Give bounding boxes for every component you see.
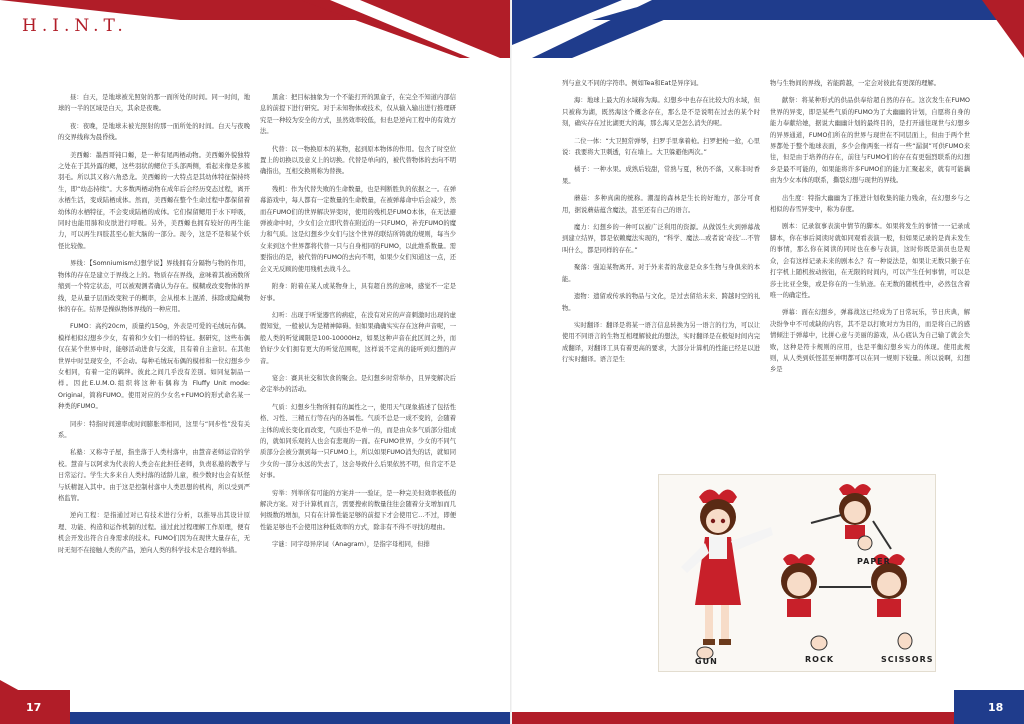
entry-exhaustive: 穷举：列举所有可能的方案并一一验证，是一种完美但效率极低的解决方案。对于计算机而言，需要搜索的数量往往会随着分支增加而几何级数的增加，只有在计算性能足够的前提下才会使用它…不过，即便性能足够也不会使用这种低效率的方式，除非有不得不寻找的理由。 xyxy=(260,489,456,531)
right-top-band xyxy=(592,0,1024,20)
right-bottom-band xyxy=(512,690,1024,724)
label-rock: ROCK xyxy=(805,655,835,664)
entry-anagram-cont: 列与意义不同的字符串。例如Tea和Eat是异序词。 xyxy=(562,80,703,87)
entry-possession: 附身：附着在某人或某物身上，具有超自然的意味，感觉不一定是好事。 xyxy=(260,283,456,302)
entry-mushroom: 蘑菇：多种真菌的统称。潮湿的森林是生长的好地方，部分可食用，据说蘑菇蕴含魔法，甚至还有自己的语言。 xyxy=(562,195,760,214)
entry-magic: 魔力：幻想乡的一种可以被广泛利用的资源。从做饭生火到弹幕战到建立结界，都是依赖魔法实现的，“科学、魔法…或者说‘奇技’…不管叫什么，都是同样的存在。” xyxy=(562,224,760,254)
entry-sacrifice: 献祭：将某种形式的供品供奉给超自然的存在。这次发生在FUMO世界的异变，即是某些气质的FUMO为了大幽幽的计划，自愿将自身的能力奉献给她，据说大幽幽计划的最终目的，是打开通往现世与幻想乡的异界通道，FUMO们所在的世界与现世在不同层面上，但由于两个世界都处于整个地球表面，多少会像两张一样有一些“漏洞”可供FUMO来往，但是由于培养的存在，前往与FUMO们的存在有更强烈联系的幻想乡是最不可能的，如果能将许多FUMO们的能力汇聚起来，就有可能藕由为少女本体的联系，撕裂幻想与现世的界线。 xyxy=(770,97,970,185)
entry-sync: 同步：特指时间速率或时间膨胀率相同，这里与“同步性”没有关系。 xyxy=(58,420,250,439)
label-gun: GUN xyxy=(695,657,718,666)
entry-sea: 海：地球上最大的水域称为海。幻想乡中也存在比较大的水域，但只被称为湖，既然海这个概念存在，那么是不是说明在过去的某个时刻，确实存在过比湖更大的海，那么海又是怎么消失的呢。 xyxy=(562,97,760,128)
paper-hand-icon xyxy=(858,536,872,550)
entry-day: 昼：白天，是地球被光照射的那一面所处的时间。同一时间，地球的一半的区域是白天，其余是夜晚。 xyxy=(58,94,250,113)
entry-translation-cont: 物与生物间的界线，若能跨越，一定会对彼此有更深的理解。 xyxy=(770,80,941,87)
arrow-1 xyxy=(811,515,841,523)
entry-anagram: 字谜：同字母异序词（Anagram），是指字母相同，但排 xyxy=(272,541,430,549)
entry-relic: 遗物：遗留或传承的物品与文化，是过去留给未来、跨越时空的礼物。 xyxy=(562,293,760,312)
entry-two-in-one: 二位一体：“大卫照常弹琴，扫罗手里拿着枪。扫罗把枪一抢，心里说：我要将大卫刺透，钉在墙上。大卫躲避他两次。” xyxy=(562,137,760,157)
chibi-figure-left xyxy=(781,554,817,617)
glossary-column-4 xyxy=(770,78,970,382)
entry-fumo: FUMO：高约20cm，质量约150g，外表是可爱的毛绒玩布偶。模样相似幻想乡少女，有着和少女们一样的特征。据研究，这些布偶仅在某个世界中时，能够活动进食与交流，且有着自主意识。在其他世界中时呈现安全，不会动。每种毛绒玩布偶的模样和一位幻想乡少女相同，有着一定的羁绊。彼此之间几乎没有差别。如同复制品一样。因此E.U.M.O.组织将这种布偶称为 Fluffy Unit mode: Original，简称FUMO。使用对应的少女名+FUMO的形式命名某一种类的FUMO。 xyxy=(58,323,250,411)
entry-banquet: 宴会：賽具社交和饮食的聚会。是幻想乡时常举办，且异变解决后必定举办的活动。 xyxy=(260,374,456,394)
magazine-title: H.I.N.T. xyxy=(22,16,128,36)
entry-substitute: 代替：以一物换原本的某物，起到原本物体的作用。包含了时空位置上的切换以及意义上的切换。代替是单向的，被代替物体的去向不明确指出，互相交换则称为替换。 xyxy=(260,145,456,176)
entry-school: 私塾：又称寺子屋，指坐落于人类村落中，由慧音老师运营的学校。慧音与以阿求为代表的人类会在此担任老师，负责私塾的教学与日常运行。学生大多来自人类村落的适龄儿童，极少数时也会有妖怪与妖精混入其中。由于这是控制村落中人类思想的机构，所以受到严格监管。 xyxy=(58,449,250,502)
entry-script: 剧本：记录叙事表演中情节的脚本。如果将发生的事情一一记录成脚本，你在事后阅读时就如同观看表演一般，但如果记录的是尚未发生的事情，那么你在阅读的同时也在参与表演，这时你既是演员也是观众，会有这样记录未来的剧本么？有一种说法是，如果让无数只猴子在打字机上随机按动按钮，在无限的时间内，可以产生任何事情，可以是莎士比亚全集，或是你在的一生轨迹。在无数的随机性中，必然包含着唯一的确定性。 xyxy=(770,223,970,299)
left-bottom-band xyxy=(0,690,512,724)
glossary-column-3 xyxy=(562,78,760,372)
glossary-column-1 xyxy=(58,92,250,562)
entry-expel: 聚落：强迫某物离开。对于外来者的敌意是众多生物与身俱来的本能。 xyxy=(562,264,760,283)
entry-boundary: 界线：【Somniumism幻想学说】界线拥有分隔物与物的作用，物体的存在是建立于界线之上的。物质存在界线，意味着其被函数所缩到一个特定状态，可以被观测者确认为存在。模糊或改变物体的界线，是从量子层面改变粒子的概率，会从根本上混淆、抹除或隐藏物体的存在。结界是操纵物体界线的一种应用。 xyxy=(58,260,250,313)
entry-night: 夜：夜晚，是地球未被光照射的那一面所处的时间。白天与夜晚的交界线称为晨昏线。 xyxy=(58,122,250,142)
glossary-column-2 xyxy=(260,92,456,557)
entry-auditory-hallucination: 幻听：出现于听觉器官的病症，在没有对应的声音刺激时出现的虚假知觉，一般被认为是精神障碍。但如果确确实实存在这种声音呢，一般人类的听觉阈限是100-10000Hz，如果这种声音在此区间之外，而恰好少女们拥有更大的听觉范围呢，这样说不定真的能听到幻想的声音。 xyxy=(260,311,456,365)
label-paper: PAPER xyxy=(857,557,891,566)
label-scissors: SCISSORS xyxy=(881,655,934,664)
entry-danmaku: 弹幕：面在幻想乡，弹幕战这已经成为了日常玩乐，节日庆典，解决纷争中不可或缺的内容，其不是以打败对方为目的，而是将自己的感情倾注于弹幕中，比拼心意与美丽的游戏，从心底认为自己输了就会失败，这种是符卡规则的应用，也是平衡幻想乡实力的体现。使用此规则，从人类到妖怪甚至神明都可以在同一规则下较量。所以说啊，幻想乡是 xyxy=(770,309,970,374)
entry-axolotl: 美西螈：墨西哥钝口螈，是一种有尾两栖动物。美西螈外貌独特之处在于其外露的鳃，这些羽状的鳃位于头部两侧，看起来像是多簇羽毛。所以其又称六角恐龙。美西螈的一大特点是其幼体特征保持终生，即“幼态持续”。大多数两栖动物在成年后会经历变态过程，离开水栖生活，变成陆栖成体。然而，美西螈在整个生命过程中都保留着幼体的水栖特征，不会变成陆栖的成体。它们保留鳃用于水下呼吸，同时也能用肺和皮肤进行呼吸。另外，美西螈也拥有较好的再生能力，可以再生四肢甚至心脏大脑的一部分。现今，这是不是和某个妖怪比较像。 xyxy=(58,151,250,250)
entry-realtime-translation: 实时翻译：翻译是将某一语言信息转换为另一语言的行为，可以让使用不同语言的生物互相理解彼此的想法，实时翻译是在极短时间内完成翻译，对翻译工具有着更高的要求，大部分计算机的性能已经足以进行实时翻译。语言是生 xyxy=(562,321,760,364)
entry-black-box: 黑盒：把目标抽象为一个不能打开的黑盒子，在完全不知道内部信息的前提下进行研究。对于未知物体或技术，仅从输入输出进行推理研究是一种较为安全的方式，虽然效率较低，但也是逆向工程中的有效方法。 xyxy=(260,94,456,136)
page-number-left: 17 xyxy=(26,701,42,714)
rock-hand-icon xyxy=(811,636,827,650)
entry-birth-degree: 出生度：特指大幽幽为了推进计划收集的能力残余，在幻想乡与之相似的春雪异变中，称为春度。 xyxy=(770,194,970,214)
entry-reverse-engineering: 逆向工程：是指通过对已有技术进行分析，以推导出其设计原理、功能、构造和运作机制的过程。通过此过程理解工作原理，便有机会开发出符合自身需求的技术。FUMO们因为在现世大量存在，无时无刻不在接触人类的产品，逆向人类的科学技术是合理的举措。 xyxy=(58,512,250,554)
entry-temperament: 气质：幻想乡生物所拥有的属性之一，使用天气现象描述了包括性格、习性、三精五行等在内的各属性。气质不总是一成不变的，会随着主体的成长变化而改变，气质也不是单一的，而是由众多气质部分组成的，就如同乐观的人也会有悲观的一面。在FUMO世界，少女的不同气质部分会被分割到每一只FUMO上，所以如果FUMO消失的话，就如同少女的一部分永远的失去了，这会导致什么后果依然不明，但肯定不是好事。 xyxy=(260,403,456,480)
entry-orange: 橘子：一种水果。成熟后较甜，常熟与夏，秋仍不落，又称非时香果。 xyxy=(562,166,760,185)
page-number-right: 18 xyxy=(988,701,1004,714)
chibi-figure-top xyxy=(839,484,871,539)
arrow-2 xyxy=(873,521,891,549)
girl-figure-main xyxy=(681,489,773,645)
illustration-art xyxy=(659,475,935,671)
entry-lives: 残机：作为代替失败的生命数量，也是判断胜负的依据之一。在弹幕游戏中，每人都有一定数量的生命数量，在被弹幕命中后会减少，然而在FUMO们的世界解决异变时，使用的残机是FUMO本体，在无法避弹被命中时，少女们会立即代替在附近的一只FUMO，补充FUMO的魔力和气质。这是幻想乡少女们与这个世界的联结所铸就的规则，每当少女来到这个世界都将代替一只与自身相同的FUMO，以此维系数量。需要指出的是，被代替的FUMO的去向不明，如果少女们知道这一点，还会义无反顾的使用残机去战斗么。 xyxy=(260,185,456,273)
illustration-rock-paper-scissors xyxy=(658,474,936,672)
scissors-hand-icon xyxy=(898,633,912,649)
